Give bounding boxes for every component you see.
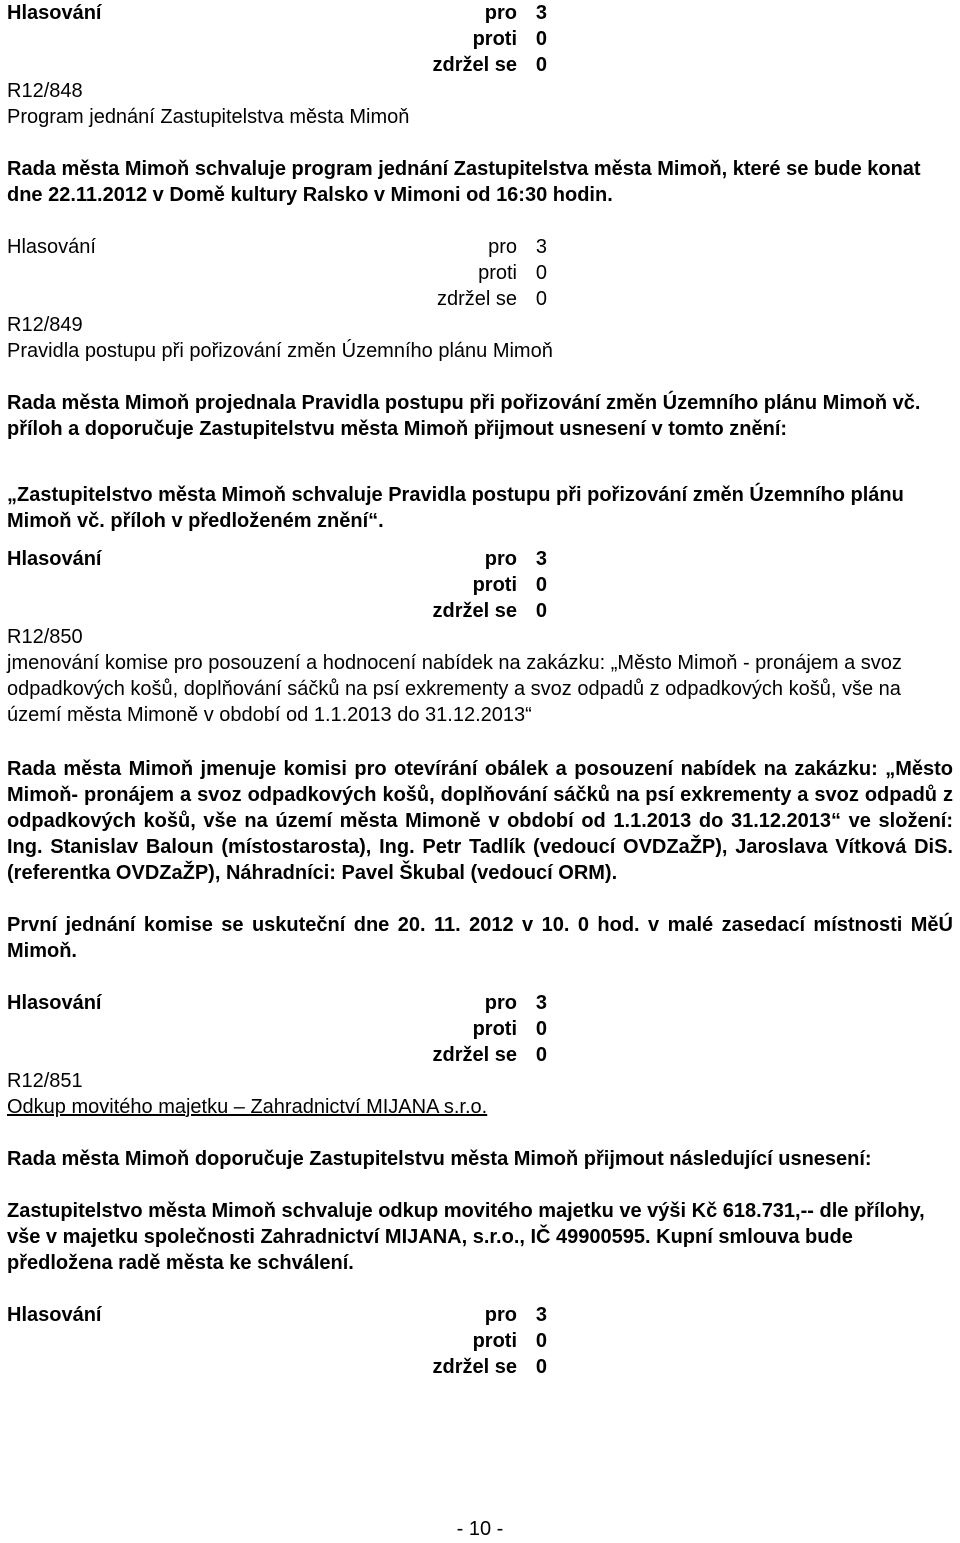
vote-zdrzel-value: 0 [535, 288, 547, 310]
resolution-text: Rada města Mimoň doporučuje Zastupitelstvu města Mimoň přijmout následující usnesení: [7, 1148, 872, 1170]
vote-pro-value: 3 [535, 2, 547, 24]
resolution-number: R12/850 [7, 626, 83, 648]
resolution-text-2: Zastupitelstvo města Mimoň schvaluje odkup movitého majetku ve výši Kč 618.731,-- dle přílohy, vše v majetku společnosti Zahradnictví MIJANA, s.r.o., IČ 49900595. Kupní smlouva bude předložena radě města ke schválení. [7, 1200, 925, 1274]
vote-proti-value: 0 [535, 1018, 547, 1040]
vote-zdrzel-row [437, 286, 547, 312]
vote-pro-label: pro [484, 1304, 517, 1326]
vote-pro-label: pro [484, 548, 517, 570]
vote-zdrzel-value: 0 [535, 54, 547, 76]
vote-proti-label: proti [472, 28, 517, 50]
vote-label: Hlasování [7, 1304, 102, 1326]
vote-zdrzel-label: zdržel se [436, 288, 517, 310]
resolution-title: Program jednání Zastupitelstva města Mimoň [7, 106, 410, 128]
vote-proti-row [473, 1016, 547, 1042]
resolution-text: Rada města Mimoň jmenuje komisi pro otevírání obálek a posouzení nabídek na zakázku: „Město Mimoň- pronájem a svoz odpadkových košů, doplňování sáčků na psí exkrementy a svoz odpadů z odpadkových košů, vše na území města Mimoně v období od 1.1.2013 do 31.12.2013“ ve složení: Ing. Stanislav Baloun (místostarosta), Ing. Petr Tadlík (vedoucí OVDZaŽP), Jaroslava Vítková DiS. (referentka OVDZaŽP), Náhradníci: Pavel Škubal (vedoucí ORM). [7, 758, 953, 884]
vote-proti-value: 0 [535, 574, 547, 596]
resolution-text: Rada města Mimoň projednala Pravidla postupu při pořizování změn Územního plánu Mimoň vč. příloh a doporučuje Zastupitelstvu města Mimoň přijmout usnesení v tomto znění: [7, 392, 921, 440]
vote-zdrzel-value: 0 [535, 1356, 547, 1378]
resolution-number: R12/848 [7, 80, 83, 102]
vote-label: Hlasování [7, 2, 102, 24]
vote-proti-row [473, 26, 547, 52]
resolution-number: R12/851 [7, 1070, 83, 1092]
vote-proti-label: proti [472, 1018, 517, 1040]
vote-proti-value: 0 [535, 262, 547, 284]
vote-block [7, 234, 547, 314]
resolution-text-2: První jednání komise se uskuteční dne 20. 11. 2012 v 10. 0 hod. v malé zasedací místnosti MěÚ Mimoň. [7, 914, 953, 962]
vote-pro-label: pro [488, 236, 517, 258]
vote-label: Hlasování [7, 992, 102, 1014]
resolution-title: Odkup movitého majetku – Zahradnictví MIJANA s.r.o. [7, 1096, 488, 1118]
vote-proti-row [473, 1328, 547, 1354]
resolution-title: jmenování komise pro posouzení a hodnocení nabídek na zakázku: „Město Mimoň - pronájem a svoz odpadkových košů, doplňování sáčků na psí exkrementy a svoz odpadů z odpadkových košů, vše na území města Mimoně v období od 1.1.2013 do 31.12.2013“ [7, 652, 902, 726]
vote-proti-label: proti [478, 262, 517, 284]
vote-zdrzel-label: zdržel se [432, 1356, 517, 1378]
vote-pro-value: 3 [535, 236, 547, 258]
vote-zdrzel-label: zdržel se [432, 1044, 517, 1066]
vote-pro-value: 3 [535, 992, 547, 1014]
vote-proti-label: proti [472, 1330, 517, 1352]
vote-zdrzel-row [433, 598, 547, 624]
vote-zdrzel-label: zdržel se [432, 54, 517, 76]
vote-block [7, 990, 547, 1070]
vote-block [7, 1302, 547, 1382]
vote-zdrzel-value: 0 [535, 1044, 547, 1066]
vote-pro-label: pro [484, 992, 517, 1014]
vote-proti-row [478, 260, 547, 286]
vote-pro-value: 3 [535, 548, 547, 570]
vote-pro-value: 3 [535, 1304, 547, 1326]
resolution-title: Pravidla postupu při pořizování změn Územního plánu Mimoň [7, 340, 553, 362]
vote-proti-label: proti [472, 574, 517, 596]
resolution-quote: „Zastupitelstvo města Mimoň schvaluje Pravidla postupu při pořizování změn Územního plánu Mimoň vč. příloh v předloženém znění“. [7, 484, 904, 532]
vote-zdrzel-label: zdržel se [432, 600, 517, 622]
vote-zdrzel-row [433, 1042, 547, 1068]
vote-proti-row [473, 572, 547, 598]
vote-zdrzel-value: 0 [535, 600, 547, 622]
vote-pro-row [488, 234, 547, 260]
vote-label: Hlasování [7, 236, 96, 258]
vote-block [7, 0, 547, 80]
vote-proti-value: 0 [535, 1330, 547, 1352]
vote-pro-row [485, 1302, 547, 1328]
vote-block [7, 546, 547, 626]
resolution-number: R12/849 [7, 314, 83, 336]
vote-zdrzel-row [433, 52, 547, 78]
vote-zdrzel-row [433, 1354, 547, 1380]
vote-label: Hlasování [7, 548, 102, 570]
vote-proti-value: 0 [535, 28, 547, 50]
vote-pro-row [485, 990, 547, 1016]
vote-pro-row [485, 0, 547, 26]
resolution-text: Rada města Mimoň schvaluje program jednání Zastupitelstva města Mimoň, které se bude konat dne 22.11.2012 v Domě kultury Ralsko v Mimoni od 16:30 hodin. [7, 158, 921, 206]
page-number: - 10 - [456, 1518, 504, 1540]
vote-pro-row [485, 546, 547, 572]
vote-pro-label: pro [484, 2, 517, 24]
